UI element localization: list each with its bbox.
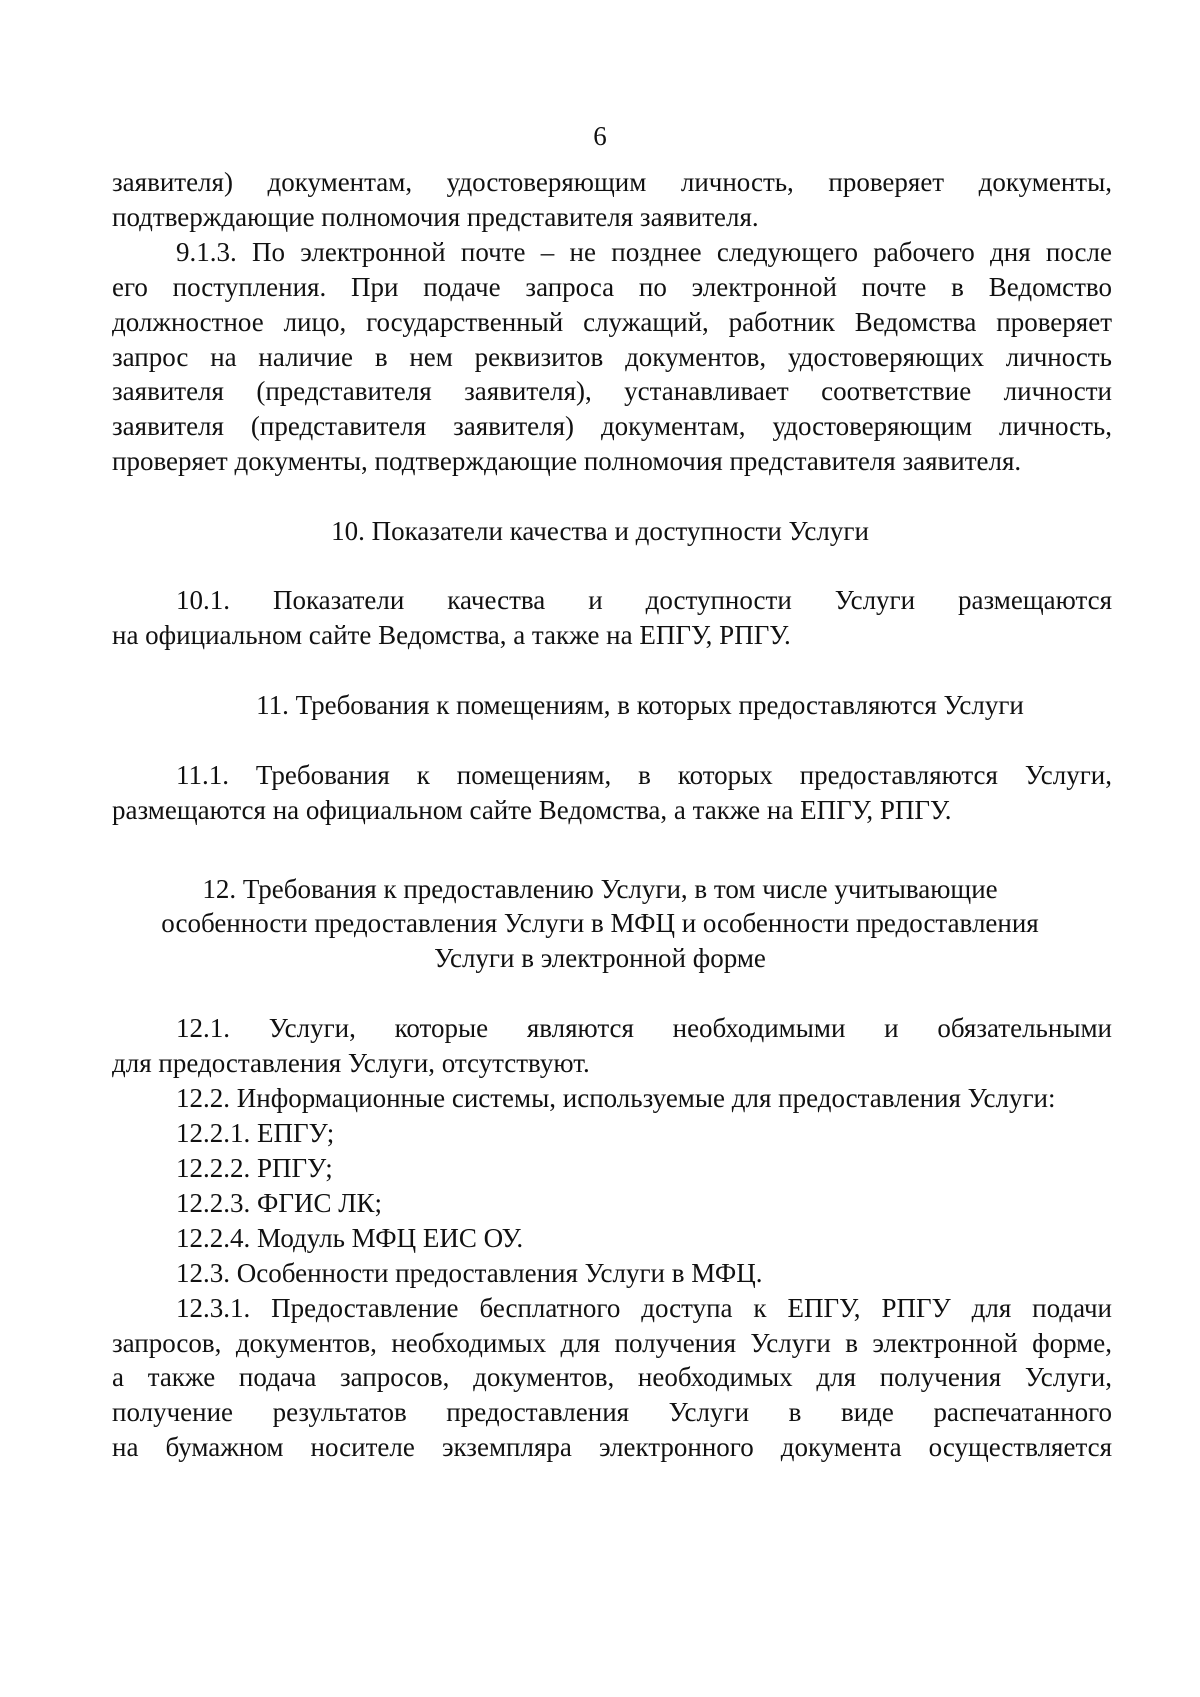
body-line: его поступления. При подаче запроса по электронной почте в Ведомство xyxy=(112,272,1112,302)
body-line: должностное лицо, государственный служащий, работник Ведомства проверяет xyxy=(112,307,1112,337)
body-line: получение результатов предоставления Услуги в виде распечатанного xyxy=(112,1397,1112,1427)
body-line: подтверждающие полномочия представителя заявителя. xyxy=(112,202,759,232)
list-item: 12.2.3. ФГИС ЛК; xyxy=(176,1188,383,1218)
body-line: проверяет документы, подтверждающие полномочия представителя заявителя. xyxy=(112,446,1022,476)
body-line: на официальном сайте Ведомства, а также на ЕПГУ, РПГУ. xyxy=(112,620,791,650)
section-heading: 11. Требования к помещениям, в которых предоставляются Услуги xyxy=(256,690,1024,720)
list-item: 12.2.2. РПГУ; xyxy=(176,1153,333,1183)
section-heading: особенности предоставления Услуги в МФЦ и особенности предоставления xyxy=(161,908,1039,938)
list-item: 12.2.1. ЕПГУ; xyxy=(176,1118,335,1148)
body-line: запросов, документов, необходимых для получения Услуги в электронной форме, xyxy=(112,1328,1112,1358)
body-line: 12.2. Информационные системы, используемые для предоставления Услуги: xyxy=(176,1083,1056,1113)
body-line: 12.1. Услуги, которые являются необходимыми и обязательными xyxy=(176,1013,1112,1043)
page-number: 6 xyxy=(593,121,607,151)
body-line: 12.3. Особенности предоставления Услуги в МФЦ. xyxy=(176,1258,763,1288)
body-line: размещаются на официальном сайте Ведомства, а также на ЕПГУ, РПГУ. xyxy=(112,795,952,825)
section-heading: 12. Требования к предоставлению Услуги, в том числе учитывающие xyxy=(202,874,998,904)
body-line: 11.1. Требования к помещениям, в которых предоставляются Услуги, xyxy=(176,760,1112,790)
body-line: 10.1. Показатели качества и доступности Услуги размещаются xyxy=(176,585,1112,615)
body-line: на бумажном носителе экземпляра электронного документа осуществляется xyxy=(112,1432,1112,1462)
list-item: 12.2.4. Модуль МФЦ ЕИС ОУ. xyxy=(176,1223,524,1253)
section-heading: 10. Показатели качества и доступности Услуги xyxy=(331,516,869,546)
body-line: для предоставления Услуги, отсутствуют. xyxy=(112,1048,590,1078)
body-line: заявителя (представителя заявителя) документам, удостоверяющим личность, xyxy=(112,411,1112,441)
body-line: 12.3.1. Предоставление бесплатного доступа к ЕПГУ, РПГУ для подачи xyxy=(176,1293,1112,1323)
body-line: 9.1.3. По электронной почте – не позднее следующего рабочего дня после xyxy=(176,237,1112,267)
body-line: запрос на наличие в нем реквизитов документов, удостоверяющих личность xyxy=(112,342,1112,372)
body-line: заявителя) документам, удостоверяющим личность, проверяет документы, xyxy=(112,167,1112,197)
body-line: заявителя (представителя заявителя), устанавливает соответствие личности xyxy=(112,376,1112,406)
body-line: а также подача запросов, документов, необходимых для получения Услуги, xyxy=(112,1362,1112,1392)
section-heading: Услуги в электронной форме xyxy=(434,943,766,973)
